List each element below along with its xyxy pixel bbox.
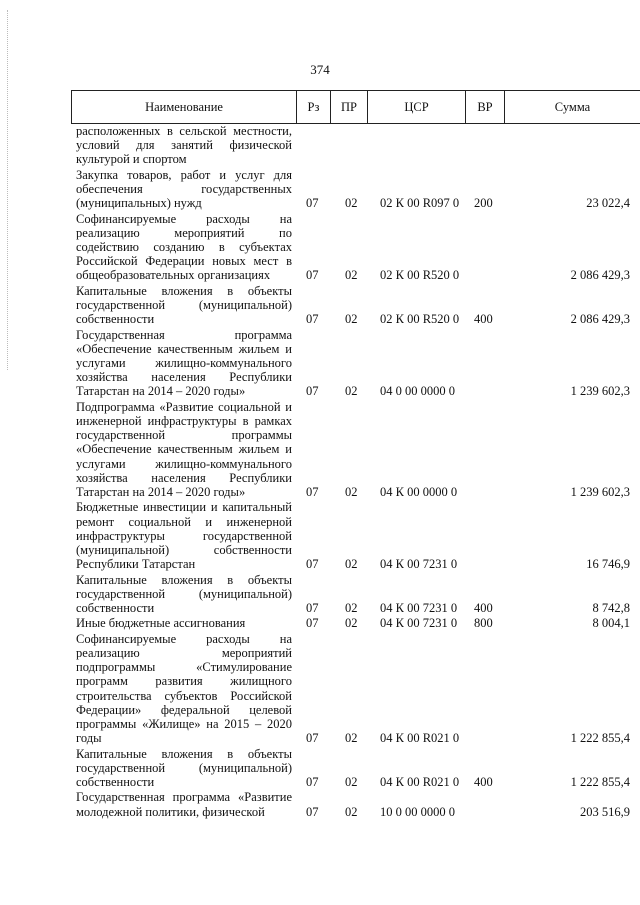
page-number: 374: [310, 62, 330, 77]
row-name: [76, 124, 292, 167]
row-name-line: услугами жилищно-коммунального: [76, 456, 292, 471]
row-pr: 02: [345, 731, 358, 746]
row-csr: 04 К 00 R021 0: [380, 774, 460, 789]
row-name-line: реализацию мероприятий по: [76, 225, 292, 240]
row-rz: 07: [306, 616, 319, 631]
row-pr: 02: [345, 384, 358, 399]
row-name: [76, 284, 292, 327]
row-vr: 400: [474, 312, 493, 327]
row-rz: 07: [306, 804, 319, 819]
row-name-line: собственности: [76, 775, 155, 789]
row-name: [76, 616, 292, 630]
row-csr: 02 К 00 R097 0: [380, 196, 460, 211]
row-rz: 07: [306, 384, 319, 399]
header-name: Наименование: [71, 91, 296, 123]
row-rz: 07: [306, 557, 319, 572]
row-name-line: молодежной политики, физической: [76, 804, 265, 819]
row-pr: 02: [345, 268, 358, 283]
row-name: [76, 400, 292, 499]
header-sum: Сумма: [504, 91, 640, 123]
row-sum: 16 746,9: [586, 557, 630, 572]
row-name: [76, 168, 292, 211]
row-name-line: подпрограммы «Стимулирование: [76, 660, 292, 675]
row-name-line: культурой и спортом: [76, 152, 187, 167]
row-name-line: хозяйства населения Республики: [76, 470, 292, 485]
row-name-line: (муниципальных) нужд: [76, 196, 202, 211]
row-rz: 07: [306, 196, 319, 211]
row-sum: 1 222 855,4: [570, 731, 630, 746]
row-sum: 8 004,1: [592, 616, 630, 631]
row-name-line: государственной (муниципальной): [76, 298, 292, 312]
row-csr: 04 К 00 7231 0: [380, 600, 458, 615]
row-name: [76, 747, 292, 790]
row-pr: 02: [345, 616, 358, 631]
row-name-line: Российской Федерации новых мест в: [76, 254, 292, 269]
row-csr: 04 К 00 7231 0: [380, 557, 458, 572]
header-rz: Рз: [296, 91, 330, 123]
row-name-line: собственности: [76, 601, 155, 615]
row-name-line: Капитальные вложения в объекты: [76, 572, 292, 587]
row-name-line: инженерной инфраструктуры в рамках: [76, 414, 292, 428]
row-name-line: общеобразовательных организациях: [76, 268, 271, 283]
row-rz: 07: [306, 268, 319, 283]
row-rz: 07: [306, 484, 319, 499]
row-name-line: программы «Жилище» на 2015 – 2020: [76, 717, 292, 732]
row-name-line: государственной (муниципальной): [76, 760, 292, 775]
row-name: [76, 632, 292, 746]
row-pr: 02: [345, 484, 358, 499]
row-name-line: обеспечения государственных: [76, 182, 292, 196]
row-rz: 07: [306, 774, 319, 789]
row-name: [76, 790, 292, 818]
row-name: [76, 328, 292, 399]
row-csr: 04 К 00 R021 0: [380, 731, 460, 746]
row-name-line: услугами жилищно-коммунального: [76, 356, 292, 370]
row-sum: 203 516,9: [580, 804, 630, 819]
row-name-line: расположенных в сельской местности,: [76, 124, 292, 138]
row-sum: 2 086 429,3: [570, 312, 630, 327]
row-name-line: реализацию мероприятий: [76, 646, 292, 660]
row-csr: 04 К 00 7231 0: [380, 616, 458, 631]
row-pr: 02: [345, 774, 358, 789]
row-pr: 02: [345, 312, 358, 327]
row-name-line: «Обеспечение качественным жильем и: [76, 341, 292, 356]
row-pr: 02: [345, 600, 358, 615]
row-vr: 200: [474, 196, 493, 211]
row-sum: 1 222 855,4: [570, 774, 630, 789]
row-name-line: Капитальные вложения в объекты: [76, 283, 292, 298]
row-name-line: Татарстан на 2014 – 2020 годы»: [76, 485, 246, 500]
header-vr: ВР: [465, 91, 504, 123]
row-name: [76, 212, 292, 283]
row-name-line: Государственная программа «Развитие: [76, 790, 292, 805]
row-name-line: государственной (муниципальной): [76, 586, 292, 601]
row-name-line: Федерации» федеральной целевой: [76, 702, 292, 717]
row-vr: 800: [474, 616, 493, 631]
row-name-line: Софинансируемые расходы на: [76, 211, 292, 226]
row-name-line: Государственная программа: [76, 327, 292, 342]
row-pr: 02: [345, 557, 358, 572]
table-header: [71, 90, 640, 124]
row-name: [76, 573, 292, 616]
row-name-line: хозяйства населения Республики: [76, 370, 292, 385]
row-rz: 07: [306, 312, 319, 327]
row-name-line: собственности: [76, 312, 155, 327]
row-pr: 02: [345, 196, 358, 211]
row-name-line: строительства субъектов Российской: [76, 688, 292, 703]
row-sum: 1 239 602,3: [570, 384, 630, 399]
row-name-line: Иные бюджетные ассигнования: [76, 616, 246, 631]
row-name-line: Бюджетные инвестиции и капитальный: [76, 500, 292, 515]
row-name-line: государственной программы: [76, 428, 292, 443]
row-csr: 04 0 00 0000 0: [380, 384, 455, 399]
row-name-line: «Обеспечение качественным жильем и: [76, 442, 292, 457]
row-rz: 07: [306, 731, 319, 746]
row-name-line: инфраструктуры государственной: [76, 528, 292, 543]
row-csr: 02 К 00 R520 0: [380, 312, 460, 327]
row-name-line: содействию созданию в субъектах: [76, 240, 292, 254]
row-sum: 8 742,8: [592, 600, 630, 615]
row-sum: 2 086 429,3: [570, 268, 630, 283]
row-name-line: Закупка товаров, работ и услуг для: [76, 167, 292, 182]
row-name-line: Республики Татарстан: [76, 557, 196, 572]
row-name-line: Подпрограмма «Развитие социальной и: [76, 399, 292, 414]
row-name-line: ремонт социальной и инженерной: [76, 514, 292, 529]
row-name-line: Софинансируемые расходы на: [76, 631, 292, 646]
row-name-line: условий для занятий физической: [76, 138, 292, 153]
header-pr: ПР: [330, 91, 367, 123]
row-rz: 07: [306, 600, 319, 615]
header-csr: ЦСР: [367, 91, 465, 123]
row-vr: 400: [474, 600, 493, 615]
row-name: [76, 500, 292, 571]
row-sum: 1 239 602,3: [570, 484, 630, 499]
row-csr: 10 0 00 0000 0: [380, 804, 455, 819]
row-name-line: Татарстан на 2014 – 2020 годы»: [76, 384, 246, 399]
row-csr: 04 К 00 0000 0: [380, 484, 458, 499]
row-name-line: программ развития жилищного: [76, 674, 292, 689]
row-name-line: (муниципальной) собственности: [76, 543, 292, 557]
row-pr: 02: [345, 804, 358, 819]
row-name-line: Капитальные вложения в объекты: [76, 746, 292, 761]
row-vr: 400: [474, 774, 493, 789]
row-csr: 02 К 00 R520 0: [380, 268, 460, 283]
row-name-line: годы: [76, 731, 102, 746]
row-sum: 23 022,4: [586, 196, 630, 211]
